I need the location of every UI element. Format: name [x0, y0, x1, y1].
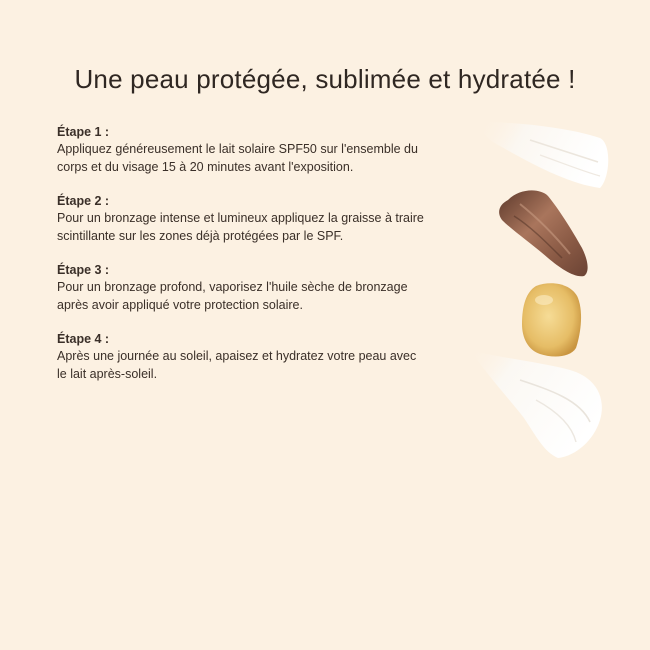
step-2 [57, 193, 427, 245]
step-4 [57, 331, 427, 383]
step-3-text: Pour un bronzage profond, vaporisez l'huile sèche de bronzage après avoir appliqué votre protection solaire. [57, 280, 408, 312]
step-2-title: Étape 2 : [57, 194, 110, 208]
step-2-text: Pour un bronzage intense et lumineux appliquez la graisse à traire scintillante sur les zones déjà protégées par le SPF. [57, 211, 424, 243]
page-title: Une peau protégée, sublimée et hydratée ! [74, 64, 576, 94]
step-1-text: Appliquez généreusement le lait solaire SPF50 sur l'ensemble du corps et du visage 15 à 20 minutes avant l'exposition. [57, 142, 418, 174]
step-4-text: Après une journée au soleil, apaisez et hydratez votre peau avec le lait après-soleil. [57, 349, 417, 381]
dry-oil-swatch [522, 283, 581, 356]
steps-list [57, 124, 427, 400]
step-1 [57, 124, 427, 176]
step-4-title: Étape 4 : [57, 332, 110, 346]
step-1-title: Étape 1 : [57, 125, 110, 139]
step-3-title: Étape 3 : [57, 263, 110, 277]
product-swatches [440, 100, 650, 480]
step-3 [57, 262, 427, 314]
lotion-swatch [480, 122, 608, 188]
shimmer-balm-swatch [499, 190, 588, 276]
after-sun-swatch [470, 350, 602, 458]
